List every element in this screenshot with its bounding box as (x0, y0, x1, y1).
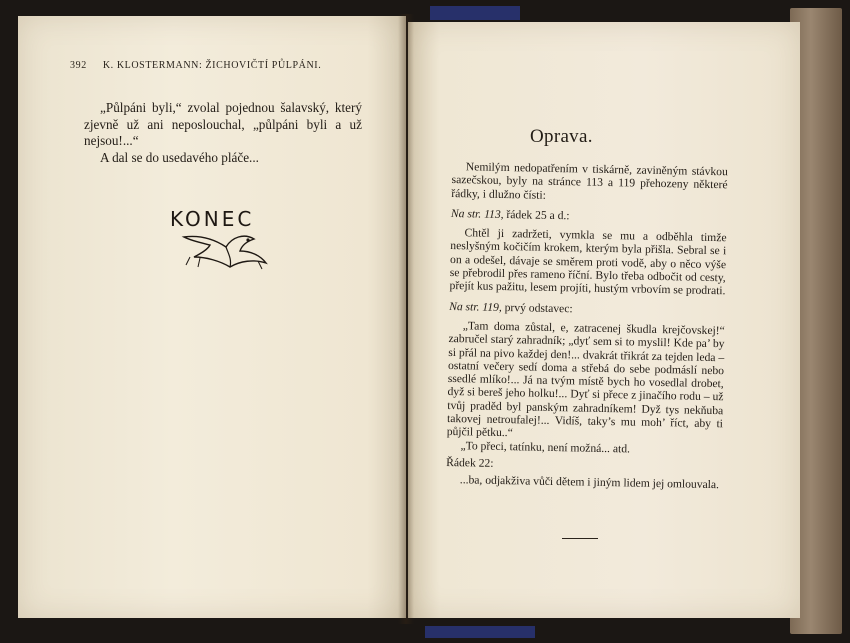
headband-bottom (425, 626, 535, 638)
running-head (70, 60, 380, 71)
left-page-text (84, 100, 362, 166)
reference-heading (451, 207, 727, 226)
errata-passage: ...ba, odjakživa vůči dětem i jiným lidem jej omlouvala. (459, 473, 720, 492)
errata-text (446, 160, 728, 492)
end-mark: KONEC (170, 207, 255, 231)
errata-intro: Nemilým nedopatřením v tiskárně, zaviněným stávkou sazečskou, byly na stránce 113 a 119 přehozeny některé řádky, i dlužno čísti: (451, 160, 728, 202)
left-paragraph: A dal se do usedavého pláče... (100, 149, 259, 165)
bird-ornament-icon (180, 227, 270, 271)
konec-vignette (168, 207, 288, 273)
reference-heading (449, 300, 725, 319)
errata-passage: Chtěl ji zadržeti, vymkla se mu a odběhla timže neslyšným kočičím krokem, kterým byla přišla. Sebral se i on a odešel, dávaje se směrem proti vodě, aby o něco výše se přebrodil přes rameno říční. Bylo třeba odbočit od cesty, přejít kus pažitu, lesem projíti, hustým vrbovím se prodrati. (449, 226, 727, 298)
reference-rest: řádek 25 a d.: (503, 207, 570, 223)
page-number: 392 (70, 60, 87, 71)
reference-heading: Řádek 22: (446, 455, 494, 470)
errata-passage-continuation: „To přeci, tatínku, není možná... atd. (460, 438, 631, 456)
headband-top (430, 6, 520, 20)
left-paragraph: „Půlpáni byli,“ zvolal pojednou šalavský, který zjevně už ani neposlouchal, „půlpáni byli a už nejsou!...“ (84, 100, 362, 149)
running-title: K. KLOSTERMANN: ŽICHOVIČTÍ PŮLPÁNI. (102, 60, 322, 71)
reference-label: Na str. 113, (450, 206, 504, 221)
book-gutter (398, 14, 414, 624)
reference-label: Na str. 119, (449, 299, 502, 314)
reference-rest: prvý odstavec: (501, 300, 573, 316)
errata-passage: „Tam doma zůstal, e, zatracenej škudla krejčovskej!“ zabručel starý zahradník; „dyť sem si to myslil! Kde pa’ by si přál na pivo každej den!... dvakrát třikrát za tejden leda – ostatní večery sedí doma a střebá do sebe podmáslí nebo ssedlé mlíko!... Já na tvým místě bych ho vosedlal drobet, dyž si bereš jeho holku!... Dyť si přece z jinačího rodu – už tvůj praděd byl panským zahradníkem! Dyž tys nekňuba takovej netroufalej!... Vidíš, taky’s mu moh’ říct, aby ti půjčil pětku..“ (446, 319, 725, 440)
page-title: Oprava. (530, 126, 593, 147)
closing-rule (562, 538, 598, 539)
